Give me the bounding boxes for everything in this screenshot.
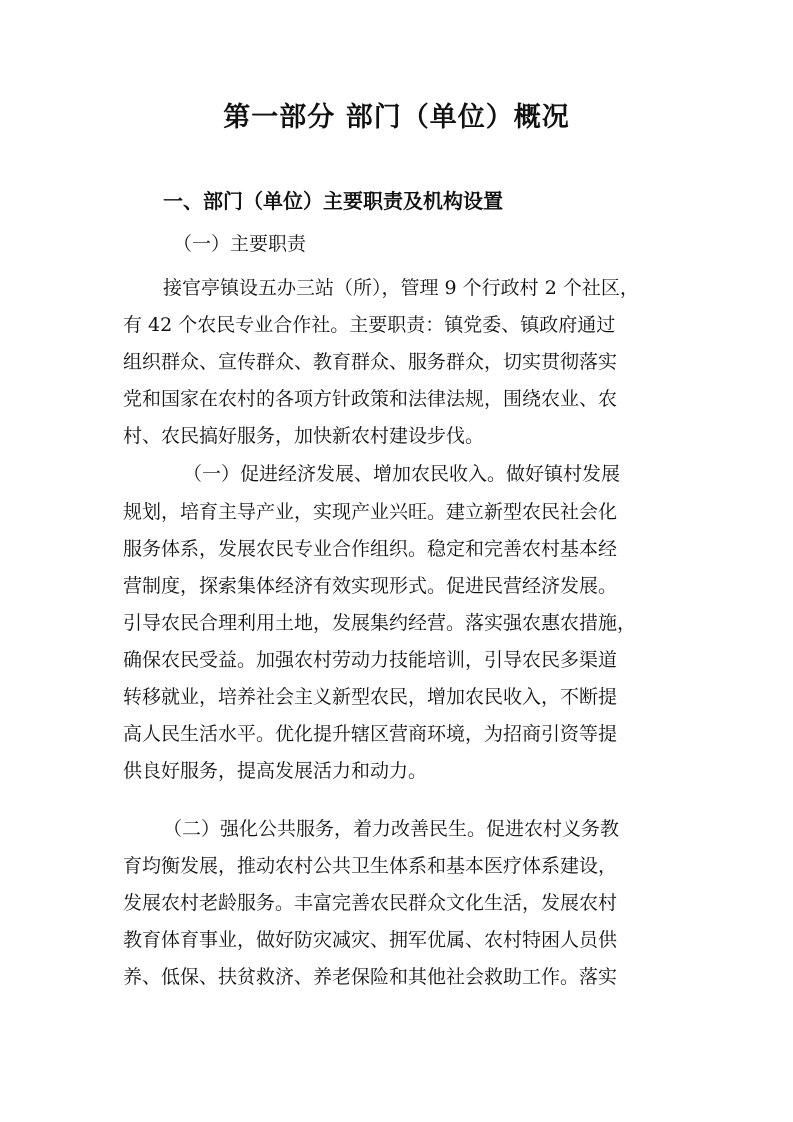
section-heading: 一、部门（单位）主要职责及机构设置 <box>163 189 503 213</box>
paragraph-line: 营制度，探索集体经济有效实现形式。促进民营经济发展。 <box>123 575 618 597</box>
paragraph-line: 高人民生活水平。优化提升辖区营商环境，为招商引资等提 <box>123 723 618 745</box>
paragraph-line: 养、低保、扶贫救济、养老保险和其他社会救助工作。落实 <box>123 966 618 988</box>
paragraph-line: 接官亭镇设五办三站（所），管理 9 个行政村 2 个社区， <box>163 277 639 299</box>
paragraph-line: 转移就业，培养社会主义新型农民，增加农民收入，不断提 <box>123 686 618 708</box>
paragraph-line: 村、农民搞好服务，加快新农村建设步伐。 <box>123 425 485 447</box>
paragraph-line: 确保农民受益。加强农村劳动力技能培训，引导农民多渠道 <box>123 649 618 671</box>
paragraph-line: 党和国家在农村的各项方针政策和法律法规，围绕农业、农 <box>123 388 618 410</box>
paragraph-line: 服务体系，发展农民专业合作组织。稳定和完善农村基本经 <box>123 538 618 560</box>
paragraph-line: 供良好服务，提高发展活力和动力。 <box>123 760 428 782</box>
paragraph-line: 发展农村老龄服务。丰富完善农民群众文化生活，发展农村 <box>123 892 618 914</box>
paragraph-line: （一）促进经济发展、增加农民收入。做好镇村发展 <box>183 463 621 485</box>
paragraph-line: 有 42 个农民专业合作社。主要职责：镇党委、镇政府通过 <box>123 314 616 336</box>
paragraph-line: 引导农民合理利用土地，发展集约经营。落实强农惠农措施， <box>123 612 637 634</box>
paragraph-line: （二）强化公共服务，着力改善民生。促进农村义务教 <box>163 818 620 840</box>
paragraph-line: 育均衡发展，推动农村公共卫生体系和基本医疗体系建设， <box>123 855 618 877</box>
paragraph-line: 教育体育事业，做好防灾减灾、拥军优属、农村特困人员供 <box>123 929 618 951</box>
paragraph-line: 组织群众、宣传群众、教育群众、服务群众，切实贯彻落实 <box>123 351 618 373</box>
paragraph-line: 规划，培育主导产业，实现产业兴旺。建立新型农民社会化 <box>123 501 618 523</box>
page-title: 第一部分 部门（单位）概况 <box>223 102 570 133</box>
subsection-heading: （一）主要职责 <box>173 233 307 255</box>
